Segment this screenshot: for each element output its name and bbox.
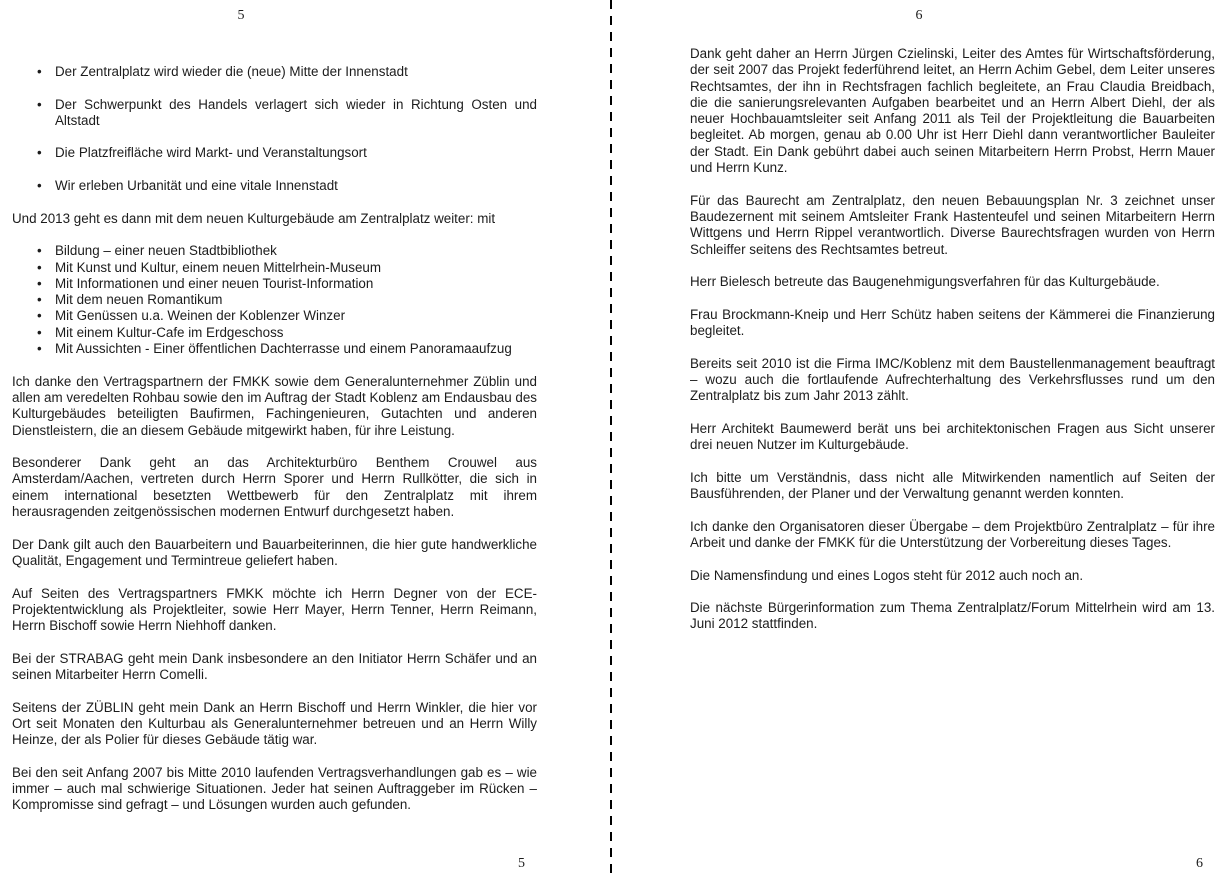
bullet-item	[12, 292, 537, 308]
paragraph: Frau Brockmann-Kneip und Herr Schütz haben seitens der Kämmerei die Finanzierung begleitet.	[690, 306, 1215, 339]
page-number-footer: 5	[518, 855, 525, 871]
paragraph: Ich danke den Vertragspartnern der FMKK sowie dem Generalunternehmer Züblin und allen am veredelten Rohbau sowie den im Auftrag der Stadt Koblenz am Endausbau des Kulturgebäudes beteiligten Baufirmen, Fachingenieuren, Gutachten und anderen Dienstleistern, die an diesem Gebäude mitgewirkt haben, für ihre Leistung.	[12, 373, 537, 438]
paragraph: Ich bitte um Verständnis, dass nicht alle Mitwirkenden namentlich auf Seiten der Bausführenden, der Planer und der Verwaltung genannt werden konnten.	[690, 469, 1215, 502]
bullet-icon: •	[37, 275, 42, 291]
bullet-item-text: Der Schwerpunkt des Handels verlagert sich wieder in Richtung Osten und Altstadt	[55, 96, 537, 128]
paragraph: Die nächste Bürgerinformation zum Thema Zentralplatz/Forum Mittelrhein wird am 13. Juni 2012 stattfinden.	[690, 600, 1215, 632]
bullet-item	[12, 145, 537, 161]
paragraph: Bereits seit 2010 ist die Firma IMC/Koblenz mit dem Baustellenmanagement beauftragt – wozu auch die fortlaufende Aufrechterhaltung des Verkehrsflusses rund um den Zentralplatz bis zum Jahr 2013 zählt.	[690, 355, 1215, 404]
bullet-item-text: Mit einem Kultur-Cafe im Erdgeschoss	[55, 324, 284, 340]
bullet-item-text: Bildung – einer neuen Stadtbibliothek	[55, 243, 277, 259]
bullet-item	[12, 325, 537, 341]
paragraph: Auf Seiten des Vertragspartners FMKK möchte ich Herrn Degner von der ECE-Projektentwicklung als Projektleiter, sowie Herr Mayer, Herrn Tenner, Herrn Reimann, Herrn Bischoff sowie Herrn Niehhoff danken.	[12, 585, 537, 634]
bullet-item	[12, 341, 537, 357]
bullet-item	[12, 243, 537, 259]
bullet-item	[12, 308, 537, 324]
paragraph: Ich danke den Organisatoren dieser Übergabe – dem Projektbüro Zentralplatz – für ihre Arbeit und danke der FMKK für die Unterstützung der Vorbereitung dieses Tages.	[690, 518, 1215, 550]
page-content	[12, 64, 537, 830]
page-number-footer: 6	[1196, 855, 1203, 871]
page-6	[690, 0, 1215, 878]
bullet-icon: •	[37, 324, 42, 340]
bullet-item-text: Wir erleben Urbanität und eine vitale Innenstadt	[55, 178, 338, 194]
bullet-list	[12, 64, 537, 194]
paragraph: Herr Architekt Baumewerd berät uns bei architektonischen Fragen aus Sicht unserer drei neuen Nutzer im Kulturgebäude.	[690, 420, 1215, 453]
bullet-item-text: Mit Informationen und einer neuen Tourist-Information	[55, 275, 374, 291]
bullet-icon: •	[37, 145, 42, 161]
page-number-header: 6	[915, 8, 923, 23]
paragraph: Besonderer Dank geht an das Architekturbüro Benthem Crouwel aus Amsterdam/Aachen, vertreten durch Herrn Sporer und Herrn Rullkötter, die sich in einem international besetzten Wettbewerb für den Zentralplatz mit ihrem herausragenden zeitgenössischen modernen Entwurf durchgesetzt haben.	[12, 455, 537, 520]
bullet-list	[12, 243, 537, 357]
bullet-item-text: Mit Kunst und Kultur, einem neuen Mittelrhein-Museum	[55, 259, 381, 275]
paragraph: Die Namensfindung und eines Logos steht für 2012 auch noch an.	[690, 567, 1084, 583]
bullet-icon: •	[37, 178, 42, 194]
bullet-item-text: Die Platzfreifläche wird Markt- und Veranstaltungsort	[55, 145, 367, 161]
bullet-item	[12, 97, 537, 130]
bullet-item	[12, 276, 537, 292]
bullet-item-text: Der Zentralplatz wird wieder die (neue) Mitte der Innenstadt	[55, 64, 408, 79]
bullet-icon: •	[37, 64, 42, 79]
bullet-icon: •	[37, 259, 42, 275]
paragraph: Bei den seit Anfang 2007 bis Mitte 2010 laufenden Vertragsverhandlungen gab es – wie immer – auch mal schwierige Situationen. Jeder hat seinen Auftraggeber im Rücken – Kompromisse sind gefragt – und Lösungen wurden auch gefunden.	[12, 764, 537, 813]
bullet-icon: •	[37, 243, 42, 259]
bullet-item	[12, 178, 537, 194]
page-5	[12, 0, 537, 878]
bullet-item-text: Mit dem neuen Romantikum	[55, 292, 223, 308]
bullet-item	[12, 64, 537, 80]
paragraph: Der Dank gilt auch den Bauarbeitern und Bauarbeiterinnen, die hier gute handwerkliche Qualität, Engagement und Termintreue geliefert haben.	[12, 536, 537, 568]
bullet-item	[12, 260, 537, 276]
paragraph: Seitens der ZÜBLIN geht mein Dank an Herrn Bischoff und Herrn Winkler, die hier vor Ort seit Monaten den Kulturbau als Generalunternehmer betreuen und an Herrn Willy Heinze, der als Polier für dieses Gebäude tätig war.	[12, 699, 537, 748]
paragraph: Für das Baurecht am Zentralplatz, den neuen Bebauungsplan Nr. 3 zeichnet unser Baudezernent mit seinem Amtsleiter Frank Hastenteufel und seinen Mitarbeitern Herrn Wittgens und Herrn Rippel verantwortlich. Diverse Baurechtsfragen wurden von Herrn Schleiffer seitens des Rechtsamtes betreut.	[690, 192, 1215, 257]
paragraph: Herr Bielesch betreute das Baugenehmigungsverfahren für das Kulturgebäude.	[690, 274, 1160, 290]
page-divider	[610, 0, 612, 878]
page-number-header: 5	[237, 8, 245, 23]
page-content	[690, 46, 1215, 649]
bullet-icon: •	[37, 292, 42, 308]
bullet-icon: •	[37, 308, 42, 324]
bullet-icon: •	[37, 96, 42, 112]
paragraph: Dank geht daher an Herrn Jürgen Czielinski, Leiter des Amtes für Wirtschaftsförderung, der seit 2007 das Projekt federführend leitet, an Herrn Achim Gebel, dem Leiter unseres Rechtsamtes, der ihn in Rechtsfragen fachlich begleitete, an Frau Claudia Breidbach, die die sanierungsrelevanten Aufgaben bearbeitet und an Herrn Albert Diehl, der als neuer Hochbauamtsleiter seit Anfang 2011 als Teil der Projektleitung die Bauarbeiten begleitet. Ab morgen, genau ab 0.00 Uhr ist Herr Diehl dann verantwortlicher Bauleiter der Stadt. Ein Dank gebührt dabei auch seinen Mitarbeitern Herrn Probst, Herrn Mauer und Herrn Kunz.	[690, 46, 1215, 176]
bullet-item-text: Mit Aussichten - Einer öffentlichen Dachterrasse und einem Panoramaaufzug	[55, 341, 512, 357]
paragraph: Und 2013 geht es dann mit dem neuen Kulturgebäude am Zentralplatz weiter: mit	[12, 210, 496, 226]
bullet-icon: •	[37, 341, 42, 357]
paragraph: Bei der STRABAG geht mein Dank insbesondere an den Initiator Herrn Schäfer und an seinen Mitarbeiter Herrn Comelli.	[12, 650, 537, 682]
bullet-item-text: Mit Genüssen u.a. Weinen der Koblenzer Winzer	[55, 308, 346, 324]
